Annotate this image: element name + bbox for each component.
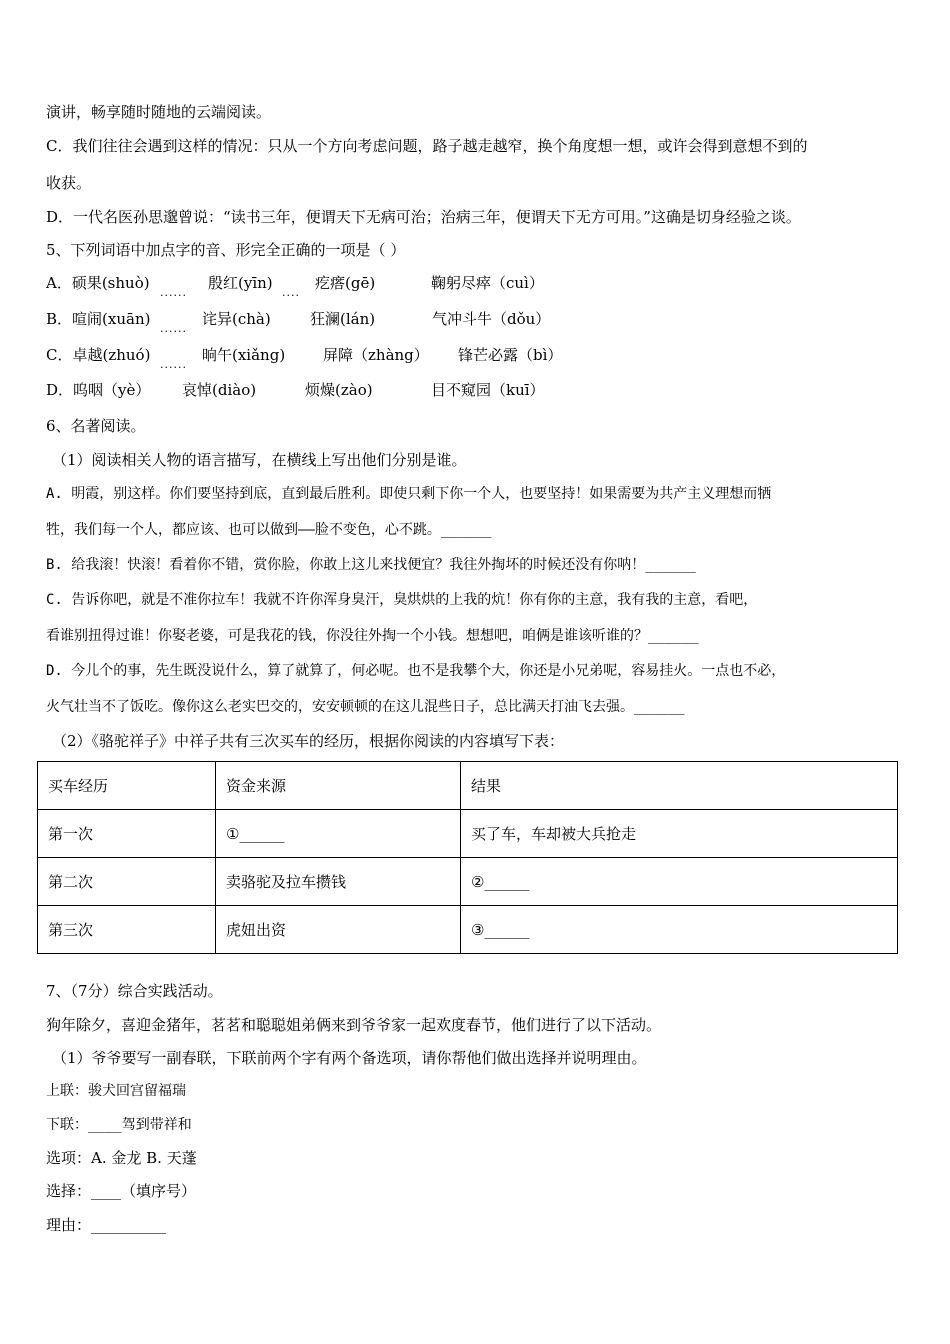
q5-option-a-1: A．硕果(shuò) — [46, 274, 150, 292]
table-cell: 买了车，车却被大兵抢走 — [461, 810, 898, 858]
choice-blank[interactable]: 选择：____（填序号） — [46, 1182, 197, 1200]
q5-option-c-1: C．卓越(zhuó) — [46, 346, 151, 364]
answer-blank-1[interactable]: ①______ — [216, 810, 461, 858]
question-5-title: 5、下列词语中加点字的音、形完全正确的一项是（ ） — [46, 241, 406, 259]
q5-option-a-2: 殷红(yīn) — [208, 274, 273, 292]
q5-option-c-2: 晌午(xiǎng) — [202, 346, 286, 364]
q5-option-d-1: D．呜咽（yè） — [46, 381, 151, 399]
question-7-title: 7、（7分）综合实践活动。 — [46, 982, 223, 1000]
car-purchase-table — [37, 761, 898, 954]
couplet-second-line[interactable]: 下联：____驾到带祥和 — [46, 1117, 192, 1133]
quote-d-line-1: D. 今儿个的事，先生既没说什么，算了就算了，何必呢。也不是我攀个大，你还是小兄弟呢，容易挂火。一点也不必， — [46, 663, 786, 679]
quote-d-line-2: 火气壮当不了饭吃。像你这么老实巴交的，安安顿顿的在这儿混些日子，总比满天打油飞去强。______ — [46, 699, 685, 715]
answer-blank-2[interactable]: ②______ — [461, 858, 898, 906]
reason-blank[interactable]: 理由：__________ — [46, 1216, 167, 1234]
table-header-row — [38, 762, 898, 810]
couplet-first-line: 上联：骏犬回宫留福瑞 — [46, 1083, 186, 1099]
question-6-part-1: （1）阅读相关人物的语言描写，在横线上写出他们分别是谁。 — [52, 451, 467, 469]
text-line: 演讲，畅享随时随地的云端阅读。 — [46, 103, 272, 121]
quote-b-line: B. 给我滚！快滚！看着你不错，赏你脸，你敢上这儿来找便宜？我往外掏坏的时候还没有你呐！______ — [46, 557, 696, 573]
option-c-line: C．我们往往会遇到这样的情况：只从一个方向考虑问题，路子越走越窄，换个角度想一想，或许会得到意想不到的 — [46, 137, 808, 155]
quote-a-line-2: 牲，我们每一个人，都应该、也可以做到——脸不变色，心不跳。______ — [46, 522, 492, 538]
q5-option-d-4: 目不窥园（kuī） — [431, 381, 545, 399]
option-d-line: D．一代名医孙思邈曾说：“读书三年，便谓天下无病可治；治病三年，便谓天下无方可用。”这确是切身经验之谈。 — [46, 208, 801, 226]
q5-option-b-3: 狂澜(lán) — [310, 310, 376, 328]
table-cell: 第一次 — [38, 810, 216, 858]
question-6-part-2: （2）《骆驼祥子》中祥子共有三次买车的经历，根据你阅读的内容填写下表： — [52, 732, 565, 750]
q5-option-b-4: 气冲斗牛（dǒu） — [432, 310, 551, 328]
table-cell: 卖骆驼及拉车攒钱 — [216, 858, 461, 906]
q5-option-d-2: 哀悼(diào) — [182, 381, 257, 399]
couplet-options: 选项：A. 金龙 B. 天蓬 — [46, 1149, 197, 1167]
table-row — [38, 810, 898, 858]
text-line: 收获。 — [46, 174, 92, 192]
question-6-title: 6、名著阅读。 — [46, 417, 146, 435]
emphasis-dots: ...... — [160, 322, 187, 335]
table-row — [38, 906, 898, 954]
table-header-cell: 买车经历 — [38, 762, 216, 810]
table-header-cell: 资金来源 — [216, 762, 461, 810]
table-cell: 第三次 — [38, 906, 216, 954]
question-7-part-1: （1）爷爷要写一副春联，下联前两个字有两个备选项，请你帮他们做出选择并说明理由。 — [52, 1049, 647, 1067]
quote-c-line-2: 看谁别扭得过谁！你娶老婆，可是我花的钱，你没往外掏一个小钱。想想吧，咱俩是谁该听谁的？______ — [46, 628, 699, 644]
table-row — [38, 858, 898, 906]
q5-option-d-3: 烦燥(zào) — [305, 381, 373, 399]
table-cell: 虎妞出资 — [216, 906, 461, 954]
emphasis-dots: ...... — [160, 358, 187, 371]
emphasis-dots: .... — [282, 286, 300, 299]
q5-option-a-3: 疙瘩(gē) — [315, 274, 376, 292]
q5-option-a-4: 鞠躬尽瘁（cuì） — [431, 274, 544, 292]
quote-c-line-1: C. 告诉你吧，就是不准你拉车！我就不许你浑身臭汗，臭烘烘的上我的炕！你有你的主意，我有我的主意，看吧， — [46, 592, 758, 608]
answer-blank-3[interactable]: ③______ — [461, 906, 898, 954]
quote-a-line-1: A. 明霞，别这样。你们要坚持到底，直到最后胜利。即使只剩下你一个人，也要坚持！如果需要为共产主义理想而牺 — [46, 486, 772, 502]
q5-option-c-3: 屏障（zhàng） — [323, 346, 429, 364]
table-cell: 第二次 — [38, 858, 216, 906]
q5-option-b-2: 诧异(chà) — [202, 310, 271, 328]
emphasis-dots: ...... — [160, 286, 187, 299]
q5-option-b-1: B．喧闹(xuān) — [46, 310, 151, 328]
q5-option-c-4: 锋芒必露（bì） — [458, 346, 563, 364]
table-header-cell: 结果 — [461, 762, 898, 810]
question-7-intro: 狗年除夕，喜迎金猪年，茗茗和聪聪姐弟俩来到爷爷家一起欢度春节，他们进行了以下活动。 — [46, 1016, 662, 1034]
